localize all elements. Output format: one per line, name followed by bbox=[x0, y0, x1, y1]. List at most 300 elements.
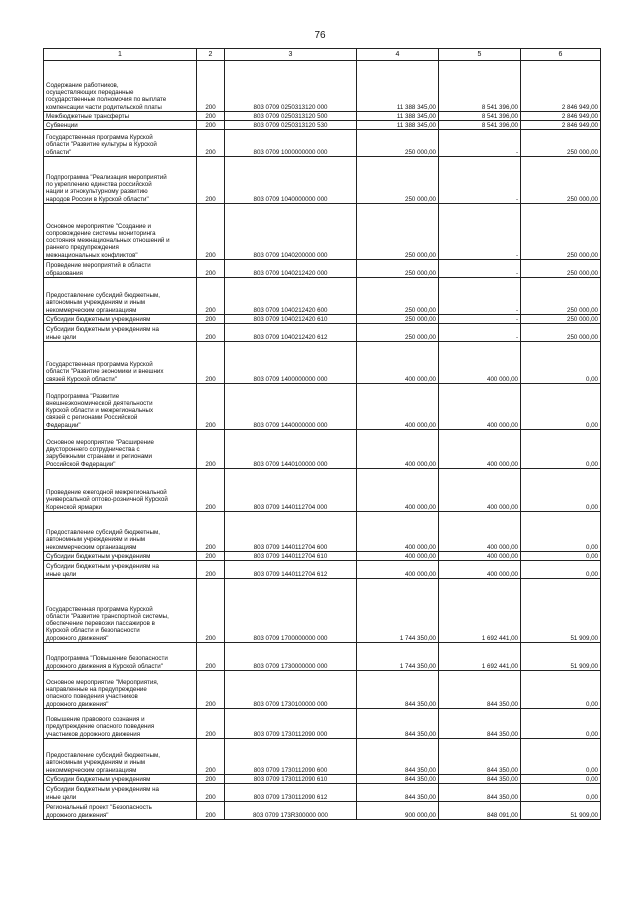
row-value-col6 bbox=[521, 709, 601, 739]
table-row bbox=[44, 315, 601, 324]
row-code-cell-text: 200 bbox=[205, 662, 216, 670]
row-value-col5-text: - bbox=[515, 333, 518, 341]
row-code-cell-text: 200 bbox=[205, 793, 216, 801]
row-name-cell-text: Субсидии бюджетным учреждениям на иные цели bbox=[46, 326, 159, 341]
row-kbk-cell-text: 803 0709 1000000000 000 bbox=[253, 148, 328, 156]
row-kbk-cell bbox=[225, 579, 357, 643]
table-header-row bbox=[44, 49, 601, 61]
row-value-col4-text: 400 000,00 bbox=[405, 460, 436, 468]
row-value-col6 bbox=[521, 324, 601, 342]
row-value-col4 bbox=[357, 130, 439, 157]
row-value-col6 bbox=[521, 260, 601, 278]
row-code-cell-text: 200 bbox=[205, 103, 216, 111]
row-kbk-cell-text: 803 0709 1730112090 600 bbox=[253, 766, 328, 774]
row-value-col5-text: 8 541 396,00 bbox=[481, 121, 518, 129]
row-name-cell bbox=[44, 512, 197, 552]
row-code-cell-text: 200 bbox=[205, 195, 216, 203]
table-row bbox=[44, 739, 601, 775]
row-value-col5 bbox=[439, 643, 521, 671]
column-header: 5 bbox=[439, 49, 521, 61]
row-value-col5 bbox=[439, 112, 521, 121]
row-value-col6 bbox=[521, 204, 601, 260]
row-value-col5-text: 8 541 396,00 bbox=[481, 112, 518, 120]
row-kbk-cell-text: 803 0709 0250313120 000 bbox=[253, 103, 328, 111]
row-code-cell-text: 200 bbox=[205, 766, 216, 774]
row-name-cell-text: Субсидии бюджетным учреждениям bbox=[46, 775, 151, 783]
row-code-cell-text: 200 bbox=[205, 121, 216, 129]
table-row bbox=[44, 430, 601, 469]
row-name-cell bbox=[44, 579, 197, 643]
row-value-col4 bbox=[357, 204, 439, 260]
table-row bbox=[44, 671, 601, 709]
row-kbk-cell-text: 803 0709 173R300000 000 bbox=[252, 811, 328, 819]
row-code-cell-text: 200 bbox=[205, 333, 216, 341]
row-value-col4 bbox=[357, 784, 439, 802]
row-code-cell-text: 200 bbox=[205, 112, 216, 120]
row-kbk-cell bbox=[225, 130, 357, 157]
row-value-col6-text: 0,00 bbox=[585, 552, 598, 560]
row-kbk-cell bbox=[225, 552, 357, 561]
table-row bbox=[44, 61, 601, 112]
row-value-col5-text: 1 692 441,00 bbox=[481, 662, 518, 670]
table-row bbox=[44, 121, 601, 130]
column-header: 1 bbox=[44, 49, 197, 61]
row-value-col5 bbox=[439, 204, 521, 260]
row-code-cell bbox=[197, 315, 225, 324]
row-value-col6-text: 250 000,00 bbox=[567, 306, 598, 314]
row-value-col6-text: 0,00 bbox=[585, 460, 598, 468]
row-value-col5 bbox=[439, 579, 521, 643]
row-name-cell bbox=[44, 324, 197, 342]
row-name-cell bbox=[44, 469, 197, 512]
row-value-col4-text: 844 350,00 bbox=[405, 700, 436, 708]
row-value-col4 bbox=[357, 643, 439, 671]
row-value-col6 bbox=[521, 802, 601, 820]
row-kbk-cell bbox=[225, 384, 357, 430]
row-code-cell-text: 200 bbox=[205, 421, 216, 429]
row-name-cell bbox=[44, 121, 197, 130]
row-value-col5 bbox=[439, 430, 521, 469]
row-name-cell bbox=[44, 204, 197, 260]
row-value-col4-text: 400 000,00 bbox=[405, 375, 436, 383]
row-code-cell bbox=[197, 260, 225, 278]
row-kbk-cell bbox=[225, 61, 357, 112]
table-row bbox=[44, 579, 601, 643]
row-value-col4-text: 250 000,00 bbox=[405, 269, 436, 277]
row-value-col4 bbox=[357, 324, 439, 342]
row-value-col4-text: 400 000,00 bbox=[405, 552, 436, 560]
row-name-cell-text: Региональный проект "Безопасность дорожного движения" bbox=[46, 804, 152, 819]
row-kbk-cell-text: 803 0709 1040200000 000 bbox=[253, 251, 328, 259]
row-kbk-cell-text: 803 0709 1730000000 000 bbox=[253, 662, 328, 670]
row-kbk-cell-text: 803 0709 1440112704 610 bbox=[253, 552, 328, 560]
row-name-cell bbox=[44, 739, 197, 775]
row-kbk-cell-text: 803 0709 1730112090 000 bbox=[253, 730, 328, 738]
row-code-cell-text: 200 bbox=[205, 634, 216, 642]
row-value-col6 bbox=[521, 121, 601, 130]
row-code-cell-text: 200 bbox=[205, 375, 216, 383]
row-value-col5-text: 400 000,00 bbox=[487, 421, 518, 429]
row-value-col5 bbox=[439, 784, 521, 802]
row-value-col6-text: 0,00 bbox=[585, 766, 598, 774]
row-value-col6-text: 0,00 bbox=[585, 375, 598, 383]
row-code-cell bbox=[197, 561, 225, 579]
row-value-col4-text: 1 744 350,00 bbox=[399, 634, 436, 642]
row-value-col5-text: - bbox=[515, 306, 518, 314]
row-kbk-cell bbox=[225, 709, 357, 739]
row-name-cell bbox=[44, 671, 197, 709]
row-value-col5 bbox=[439, 552, 521, 561]
row-name-cell bbox=[44, 561, 197, 579]
row-code-cell bbox=[197, 512, 225, 552]
row-kbk-cell bbox=[225, 671, 357, 709]
row-value-col5-text: 400 000,00 bbox=[487, 570, 518, 578]
row-value-col6 bbox=[521, 342, 601, 384]
row-kbk-cell bbox=[225, 278, 357, 315]
row-value-col5 bbox=[439, 324, 521, 342]
row-kbk-cell-text: 803 0709 1040212420 612 bbox=[253, 333, 328, 341]
row-value-col4 bbox=[357, 802, 439, 820]
row-name-cell-text: Проведение ежегодной межрегиональной универсальной оптово-розничной Курской Коренской ярмарки bbox=[46, 489, 168, 511]
table-row bbox=[44, 130, 601, 157]
row-kbk-cell bbox=[225, 342, 357, 384]
row-code-cell-text: 200 bbox=[205, 503, 216, 511]
table-row bbox=[44, 561, 601, 579]
row-kbk-cell bbox=[225, 204, 357, 260]
row-value-col6 bbox=[521, 130, 601, 157]
row-kbk-cell bbox=[225, 315, 357, 324]
row-kbk-cell-text: 803 0709 0250313120 530 bbox=[253, 121, 328, 129]
table-row bbox=[44, 784, 601, 802]
row-value-col6 bbox=[521, 512, 601, 552]
row-value-col5 bbox=[439, 157, 521, 204]
row-name-cell-text: Субсидии бюджетным учреждениям на иные цели bbox=[46, 786, 159, 801]
row-value-col6-text: 51 909,00 bbox=[570, 811, 598, 819]
row-name-cell bbox=[44, 552, 197, 561]
row-kbk-cell bbox=[225, 469, 357, 512]
row-code-cell bbox=[197, 775, 225, 784]
row-name-cell-text: Предоставление субсидий бюджетным, автономным учреждениям и иным некоммерческим организациям bbox=[46, 752, 161, 774]
row-value-col4 bbox=[357, 671, 439, 709]
row-code-cell bbox=[197, 784, 225, 802]
row-kbk-cell bbox=[225, 157, 357, 204]
row-code-cell bbox=[197, 384, 225, 430]
row-value-col5 bbox=[439, 278, 521, 315]
page-number: 76 bbox=[314, 30, 326, 41]
row-value-col5-text: 400 000,00 bbox=[487, 552, 518, 560]
row-name-cell-text: Субвенции bbox=[46, 121, 78, 129]
row-value-col6 bbox=[521, 61, 601, 112]
table-row bbox=[44, 260, 601, 278]
row-value-col5 bbox=[439, 469, 521, 512]
row-value-col4-text: 11 388 345,00 bbox=[396, 103, 436, 111]
row-value-col6 bbox=[521, 784, 601, 802]
row-value-col5 bbox=[439, 709, 521, 739]
row-kbk-cell bbox=[225, 512, 357, 552]
row-name-cell-text: Содержание работников, осуществляющих переданные государственные полномочия по выплате компенсации части родительской платы bbox=[46, 81, 167, 111]
row-code-cell bbox=[197, 112, 225, 121]
column-header: 3 bbox=[225, 49, 357, 61]
table-row bbox=[44, 802, 601, 820]
row-kbk-cell bbox=[225, 643, 357, 671]
row-code-cell-text: 200 bbox=[205, 775, 216, 783]
row-name-cell-text: Основное мероприятие "Мероприятия, направленные на предупреждение опасного поведения участников дорожного движения" bbox=[46, 678, 159, 708]
row-code-cell-text: 200 bbox=[205, 315, 216, 323]
row-name-cell bbox=[44, 643, 197, 671]
row-code-cell bbox=[197, 204, 225, 260]
row-value-col4-text: 250 000,00 bbox=[405, 306, 436, 314]
row-value-col4 bbox=[357, 739, 439, 775]
row-value-col4 bbox=[357, 342, 439, 384]
row-code-cell bbox=[197, 469, 225, 512]
row-name-cell-text: Субсидии бюджетным учреждениям bbox=[46, 315, 151, 323]
row-value-col4 bbox=[357, 121, 439, 130]
row-value-col6-text: 2 846 949,00 bbox=[561, 112, 598, 120]
row-value-col5-text: - bbox=[515, 315, 518, 323]
row-value-col5 bbox=[439, 512, 521, 552]
row-value-col5 bbox=[439, 775, 521, 784]
row-code-cell bbox=[197, 278, 225, 315]
row-value-col5-text: 8 541 396,00 bbox=[481, 103, 518, 111]
row-value-col6-text: 250 000,00 bbox=[567, 195, 598, 203]
row-value-col5-text: 1 692 441,00 bbox=[481, 634, 518, 642]
row-value-col5 bbox=[439, 61, 521, 112]
row-value-col6-text: 250 000,00 bbox=[567, 269, 598, 277]
row-value-col4-text: 400 000,00 bbox=[405, 570, 436, 578]
row-value-col4 bbox=[357, 579, 439, 643]
row-value-col6-text: 0,00 bbox=[585, 730, 598, 738]
row-value-col5 bbox=[439, 739, 521, 775]
row-name-cell-text: Подпрограмма "Реализация мероприятий по укреплению единства российской нации и этнокультурному развитию народов России в Курской области" bbox=[46, 173, 167, 203]
row-value-col4 bbox=[357, 709, 439, 739]
row-name-cell-text: Предоставление субсидий бюджетным, автономным учреждениям и иным некоммерческим организациям bbox=[46, 529, 161, 551]
row-code-cell bbox=[197, 121, 225, 130]
row-kbk-cell-text: 803 0709 1440112704 612 bbox=[253, 570, 328, 578]
row-name-cell bbox=[44, 784, 197, 802]
row-value-col6-text: 250 000,00 bbox=[567, 333, 598, 341]
row-value-col4-text: 900 000,00 bbox=[405, 811, 436, 819]
row-value-col6-text: 250 000,00 bbox=[567, 148, 598, 156]
row-kbk-cell-text: 803 0709 1730100000 000 bbox=[253, 700, 328, 708]
budget-table bbox=[43, 48, 601, 820]
row-kbk-cell bbox=[225, 260, 357, 278]
row-value-col4-text: 400 000,00 bbox=[405, 543, 436, 551]
row-name-cell bbox=[44, 342, 197, 384]
row-name-cell bbox=[44, 112, 197, 121]
row-kbk-cell bbox=[225, 121, 357, 130]
row-value-col4 bbox=[357, 512, 439, 552]
row-kbk-cell-text: 803 0709 1040000000 000 bbox=[253, 195, 328, 203]
row-value-col4 bbox=[357, 315, 439, 324]
row-name-cell-text: Подпрограмма "Повышение безопасности дорожного движения в Курской области" bbox=[46, 655, 168, 670]
row-value-col5 bbox=[439, 130, 521, 157]
row-value-col6-text: 51 909,00 bbox=[570, 662, 598, 670]
row-code-cell bbox=[197, 157, 225, 204]
row-name-cell-text: Проведение мероприятий в области образования bbox=[46, 262, 151, 277]
row-value-col5-text: 400 000,00 bbox=[487, 375, 518, 383]
row-value-col6-text: 0,00 bbox=[585, 421, 598, 429]
row-value-col6 bbox=[521, 579, 601, 643]
column-header: 2 bbox=[197, 49, 225, 61]
row-value-col6 bbox=[521, 112, 601, 121]
table-row bbox=[44, 775, 601, 784]
row-code-cell bbox=[197, 739, 225, 775]
row-kbk-cell-text: 803 0709 0250313120 500 bbox=[253, 112, 328, 120]
row-code-cell bbox=[197, 130, 225, 157]
row-name-cell-text: Основное мероприятие "Расширение двустороннего сотрудничества с зарубежными странами и регионами Российской Федерации" bbox=[46, 438, 154, 468]
row-name-cell bbox=[44, 130, 197, 157]
row-value-col6 bbox=[521, 384, 601, 430]
row-value-col4 bbox=[357, 775, 439, 784]
row-value-col4 bbox=[357, 112, 439, 121]
row-value-col4-text: 400 000,00 bbox=[405, 503, 436, 511]
table-row bbox=[44, 204, 601, 260]
row-kbk-cell-text: 803 0709 1730112090 612 bbox=[253, 793, 328, 801]
table-row bbox=[44, 552, 601, 561]
row-value-col5-text: 400 000,00 bbox=[487, 543, 518, 551]
row-value-col6-text: 2 846 949,00 bbox=[561, 103, 598, 111]
row-code-cell-text: 200 bbox=[205, 700, 216, 708]
table-row bbox=[44, 384, 601, 430]
row-value-col5-text: - bbox=[515, 195, 518, 203]
row-code-cell bbox=[197, 709, 225, 739]
row-name-cell bbox=[44, 775, 197, 784]
row-value-col5-text: 844 350,00 bbox=[487, 700, 518, 708]
row-code-cell-text: 200 bbox=[205, 460, 216, 468]
row-value-col5-text: 400 000,00 bbox=[487, 460, 518, 468]
row-name-cell bbox=[44, 430, 197, 469]
row-value-col6 bbox=[521, 157, 601, 204]
row-kbk-cell bbox=[225, 802, 357, 820]
row-value-col4 bbox=[357, 278, 439, 315]
row-value-col6-text: 0,00 bbox=[585, 543, 598, 551]
row-value-col5-text: 844 350,00 bbox=[487, 766, 518, 774]
row-value-col4-text: 1 744 350,00 bbox=[399, 662, 436, 670]
row-value-col6 bbox=[521, 315, 601, 324]
row-value-col4-text: 11 388 345,00 bbox=[396, 121, 436, 129]
row-value-col6-text: 0,00 bbox=[585, 570, 598, 578]
row-value-col4-text: 11 388 345,00 bbox=[396, 112, 436, 120]
row-value-col4-text: 250 000,00 bbox=[405, 148, 436, 156]
row-value-col6 bbox=[521, 469, 601, 512]
row-value-col6-text: 250 000,00 bbox=[567, 315, 598, 323]
row-value-col5 bbox=[439, 802, 521, 820]
row-value-col4-text: 250 000,00 bbox=[405, 315, 436, 323]
row-code-cell bbox=[197, 802, 225, 820]
row-value-col6-text: 0,00 bbox=[585, 775, 598, 783]
row-name-cell bbox=[44, 278, 197, 315]
row-value-col4-text: 250 000,00 bbox=[405, 333, 436, 341]
row-value-col4-text: 844 350,00 bbox=[405, 766, 436, 774]
row-value-col6 bbox=[521, 552, 601, 561]
row-value-col5 bbox=[439, 315, 521, 324]
row-kbk-cell-text: 803 0709 1440100000 000 bbox=[253, 460, 328, 468]
row-value-col4 bbox=[357, 561, 439, 579]
row-value-col4 bbox=[357, 384, 439, 430]
row-name-cell bbox=[44, 315, 197, 324]
row-value-col6-text: 2 846 949,00 bbox=[561, 121, 598, 129]
row-code-cell bbox=[197, 643, 225, 671]
row-code-cell-text: 200 bbox=[205, 251, 216, 259]
row-value-col6 bbox=[521, 739, 601, 775]
row-value-col5 bbox=[439, 384, 521, 430]
row-code-cell-text: 200 bbox=[205, 306, 216, 314]
row-value-col6-text: 250 000,00 bbox=[567, 251, 598, 259]
row-value-col5-text: 400 000,00 bbox=[487, 503, 518, 511]
row-value-col4 bbox=[357, 430, 439, 469]
table-row bbox=[44, 278, 601, 315]
row-kbk-cell bbox=[225, 430, 357, 469]
row-kbk-cell-text: 803 0709 1040212420 600 bbox=[253, 306, 328, 314]
row-kbk-cell-text: 803 0709 1440112704 600 bbox=[253, 543, 328, 551]
row-value-col5-text: - bbox=[515, 148, 518, 156]
row-name-cell bbox=[44, 802, 197, 820]
row-value-col5 bbox=[439, 561, 521, 579]
column-header: 6 bbox=[521, 49, 601, 61]
table-row bbox=[44, 157, 601, 204]
row-value-col5-text: 844 350,00 bbox=[487, 793, 518, 801]
row-value-col5-text: 848 091,00 bbox=[487, 811, 518, 819]
table-row bbox=[44, 643, 601, 671]
table-row bbox=[44, 512, 601, 552]
row-code-cell-text: 200 bbox=[205, 148, 216, 156]
row-value-col4-text: 250 000,00 bbox=[405, 195, 436, 203]
row-value-col6 bbox=[521, 278, 601, 315]
row-name-cell-text: Государственная программа Курской области "Развитие экономики и внешних связей Курской области" bbox=[46, 361, 164, 383]
row-kbk-cell bbox=[225, 324, 357, 342]
row-name-cell bbox=[44, 709, 197, 739]
table-row bbox=[44, 112, 601, 121]
row-code-cell bbox=[197, 552, 225, 561]
row-name-cell-text: Субсидии бюджетным учреждениям bbox=[46, 552, 151, 560]
row-code-cell bbox=[197, 324, 225, 342]
row-value-col6 bbox=[521, 561, 601, 579]
row-kbk-cell bbox=[225, 112, 357, 121]
row-name-cell bbox=[44, 260, 197, 278]
row-kbk-cell-text: 803 0709 1040212420 000 bbox=[253, 269, 328, 277]
table-row bbox=[44, 324, 601, 342]
row-value-col5-text: - bbox=[515, 251, 518, 259]
row-value-col4-text: 844 350,00 bbox=[405, 730, 436, 738]
table-row bbox=[44, 709, 601, 739]
row-kbk-cell-text: 803 0709 1440000000 000 bbox=[253, 421, 328, 429]
row-name-cell-text: Основное мероприятие "Создание и сопровождение системы мониторинга состояния межнациональных отношений и раннего предупреждения межнациональных конфликтов" bbox=[46, 222, 170, 259]
row-code-cell bbox=[197, 579, 225, 643]
row-value-col6-text: 51 909,00 bbox=[570, 634, 598, 642]
row-value-col4 bbox=[357, 157, 439, 204]
row-value-col4 bbox=[357, 469, 439, 512]
row-value-col5 bbox=[439, 342, 521, 384]
row-code-cell-text: 200 bbox=[205, 730, 216, 738]
row-code-cell-text: 200 bbox=[205, 269, 216, 277]
row-code-cell-text: 200 bbox=[205, 570, 216, 578]
row-value-col5 bbox=[439, 121, 521, 130]
row-value-col5-text: - bbox=[515, 269, 518, 277]
table-row bbox=[44, 469, 601, 512]
row-name-cell bbox=[44, 61, 197, 112]
row-code-cell-text: 200 bbox=[205, 811, 216, 819]
row-value-col5-text: 844 350,00 bbox=[487, 730, 518, 738]
row-value-col6-text: 0,00 bbox=[585, 503, 598, 511]
row-value-col4 bbox=[357, 552, 439, 561]
row-kbk-cell-text: 803 0709 1040212420 610 bbox=[253, 315, 328, 323]
row-kbk-cell bbox=[225, 775, 357, 784]
row-value-col4-text: 400 000,00 bbox=[405, 421, 436, 429]
row-kbk-cell-text: 803 0709 1400000000 000 bbox=[253, 375, 328, 383]
row-value-col5 bbox=[439, 671, 521, 709]
row-kbk-cell bbox=[225, 739, 357, 775]
row-value-col6 bbox=[521, 643, 601, 671]
